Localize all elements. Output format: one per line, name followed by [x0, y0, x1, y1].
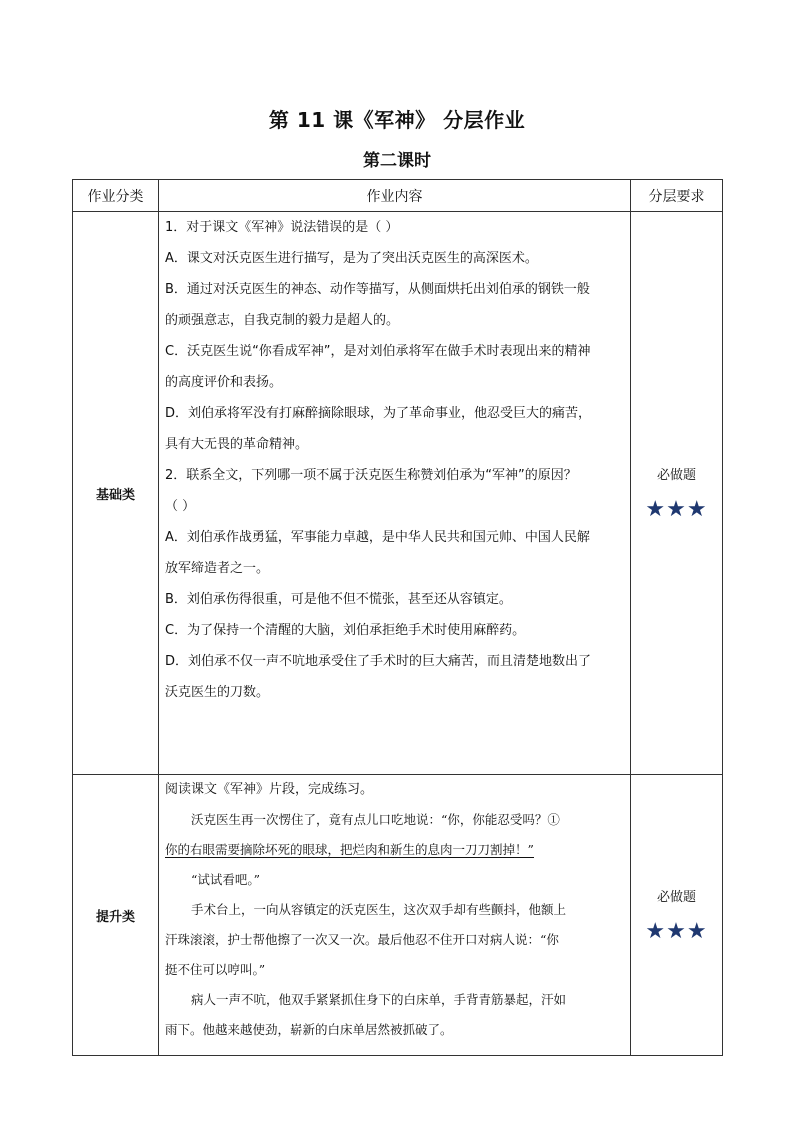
question-line: 1．对于课文《军神》说法错误的是（ ）: [165, 220, 399, 235]
table-header-row: [73, 180, 723, 212]
passage-line: 汗珠滚滚，护士帮他擦了一次又一次。最后他忍不住开口对病人说：“你: [165, 932, 559, 947]
category-cell: 提升类: [73, 775, 159, 1056]
requirement-cell: [631, 212, 723, 775]
question-line: （ ）: [165, 499, 196, 514]
question-line: B．通过对沃克医生的神态、动作等描写，从侧面烘托出刘伯承的钢铁一般: [165, 282, 590, 297]
passage-line: 雨下。他越来越使劲，崭新的白床单居然被抓破了。: [165, 1022, 453, 1037]
passage-line: [165, 805, 624, 835]
passage-line: 手术台上，一向从容镇定的沃克医生，这次双手却有些颤抖，他额上: [191, 902, 567, 917]
question-line: A．课文对沃克医生进行描写，是为了突出沃克医生的高深医术。: [165, 251, 538, 266]
header-requirement: 分层要求: [631, 180, 723, 212]
reading-instruction: 阅读课文《军神》片段，完成练习。: [165, 782, 374, 797]
question-line: D．刘伯承将军没有打麻醉摘除眼球，为了革命事业，他忍受巨大的痛苦，: [165, 406, 592, 421]
requirement-label: 必做题: [656, 890, 696, 905]
header-category: 作业分类: [73, 180, 159, 212]
requirement-label: 必做题: [656, 468, 696, 483]
homework-table: [72, 179, 723, 1056]
page-title: 第 11 课《军神》 分层作业: [268, 108, 526, 132]
passage-line: [165, 835, 624, 865]
question-line: A．刘伯承作战勇猛，军事能力卓越，是中华人民共和国元帅、中国人民解: [165, 530, 590, 545]
passage-line: 病人一声不吭，他双手紧紧抓住身下的白床单，手背青筋暴起，汗如: [191, 992, 567, 1007]
passage-line: 挺不住可以哼叫。”: [165, 962, 266, 977]
page-subtitle: 第二课时: [363, 151, 431, 171]
question-line: C．沃克医生说“你看成军神”，是对刘伯承将军在做手术时表现出来的精神: [165, 344, 591, 359]
question-line: 沃克医生的刀数。: [165, 685, 270, 700]
question-line: 具有大无畏的革命精神。: [165, 437, 309, 452]
table-row-basic: [73, 212, 723, 775]
question-line: 放军缔造者之一。: [165, 561, 270, 576]
question-line: C．为了保持一个清醒的大脑，刘伯承拒绝手术时使用麻醉药。: [165, 623, 526, 638]
passage-line: “试试看吧。”: [191, 872, 261, 887]
passage-text: 沃克医生再一次愣住了，竟有点儿口吃地说：“你，你能忍受吗？①: [191, 812, 560, 827]
question-line: 的高度评价和表扬。: [165, 375, 283, 390]
underlined-sentence: 你的右眼需要摘除坏死的眼球，把烂肉和新生的息肉一刀刀割掉！”: [165, 842, 534, 857]
star-rating-icon: ★★★: [645, 497, 708, 522]
question-line: 的顽强意志，自我克制的毅力是超人的。: [165, 313, 400, 328]
requirement-cell: [631, 775, 723, 1056]
header-content: 作业内容: [159, 180, 631, 212]
category-cell: 基础类: [73, 212, 159, 775]
content-cell: [159, 775, 631, 1056]
table-row-advanced: [73, 775, 723, 1056]
content-cell: [159, 212, 631, 775]
question-line: 2．联系全文，下列哪一项不属于沃克医生称赞刘伯承为“军神”的原因？: [165, 468, 577, 483]
question-line: B．刘伯承伤得很重，可是他不但不慌张，甚至还从容镇定。: [165, 592, 512, 607]
star-rating-icon: ★★★: [645, 919, 708, 944]
question-line: D．刘伯承不仅一声不吭地承受住了手术时的巨大痛苦，而且清楚地数出了: [165, 654, 592, 669]
